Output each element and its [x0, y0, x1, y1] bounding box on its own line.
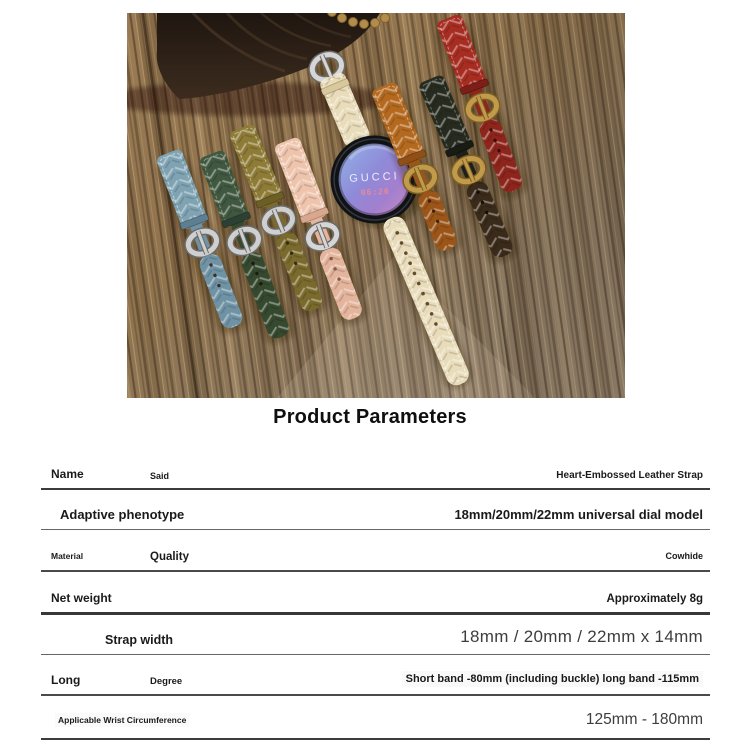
param-label: Name [51, 467, 84, 481]
param-row-name [41, 450, 710, 490]
param-label: Material [51, 551, 84, 561]
param-sublabel: Quality [150, 551, 189, 563]
param-row-length [41, 655, 710, 696]
param-label: Net weight [51, 591, 112, 605]
param-label: Strap width [105, 633, 174, 647]
param-row-strap-width [41, 615, 710, 655]
param-value: 18mm / 20mm / 22mm x 14mm [460, 627, 703, 646]
param-sublabel: Said [150, 471, 170, 481]
param-label: Adaptive phenotype [60, 507, 185, 522]
param-value: Cowhide [665, 551, 703, 561]
watch-time-text: 06:26 [360, 186, 390, 198]
param-value: 18mm/20mm/22mm universal dial model [454, 507, 703, 522]
param-value: Heart-Embossed Leather Strap [556, 470, 703, 481]
param-label: Applicable Wrist Circumference [58, 715, 187, 725]
param-row-adaptive-phenotype [41, 490, 710, 530]
param-value: 125mm - 180mm [585, 711, 703, 728]
param-label: Long [51, 673, 81, 687]
param-sublabel: Degree [150, 676, 183, 687]
parameters-table [41, 450, 710, 740]
photo-svg [127, 13, 625, 398]
product-photo [127, 13, 625, 398]
param-row-wrist-circumference [41, 696, 710, 740]
watch-brand-text: GUCCI [348, 170, 400, 185]
param-row-material [41, 530, 710, 572]
param-row-net-weight [41, 572, 710, 615]
param-value: Approximately 8g [606, 593, 703, 605]
page-title: Product Parameters [273, 406, 467, 428]
param-value: Short band -80mm (including buckle) long band -115mm [402, 671, 703, 687]
